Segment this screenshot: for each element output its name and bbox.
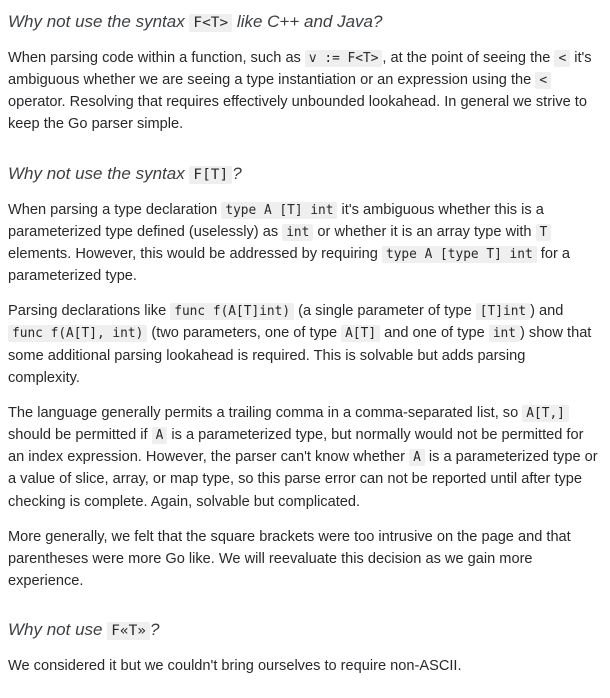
text-run: The language generally permits a trailing comma in a comma-separated list, so (8, 404, 523, 421)
text-run: Why not use the syntax (8, 163, 190, 183)
inline-code: T (536, 224, 552, 241)
text-run: When parsing a type declaration (8, 201, 222, 218)
inline-code: type A [type T] int (382, 246, 537, 263)
text-run: (a single parameter of type (294, 303, 476, 320)
inline-code: F[T] (189, 166, 232, 184)
inline-code: < (535, 72, 551, 89)
paragraph (8, 300, 600, 389)
inline-code: < (554, 50, 570, 67)
inline-code: A[T,] (522, 405, 569, 422)
text-run: When parsing code within a function, such as (8, 49, 305, 66)
text-run: elements. However, this would be addressed by requiring (8, 245, 382, 262)
section-heading (8, 163, 600, 186)
text-run: More generally, we felt that the square brackets were too intrusive on the page and that parentheses were more Go like. We will reevaluate this decision as we gain more experience. (8, 528, 571, 590)
inline-code: F<T> (189, 14, 232, 32)
text-run: it's ambiguous whether this is a parameterized type defined (uselessly) as (8, 201, 544, 240)
inline-code: func f(A[T], int) (8, 325, 147, 342)
inline-code: type A [T] int (221, 202, 337, 219)
text-run: for a parameterized type. (8, 245, 570, 285)
text-run: operator. Resolving that requires effectively unbounded lookahead. In general we strive to keep the Go parser simple. (8, 94, 587, 133)
text-run: is a parameterized type, but normally would not be permitted for an index expression. However, the parser can't know whether (8, 427, 584, 466)
text-run: ? (150, 620, 160, 640)
text-run: , at the point of seeing the (382, 49, 555, 66)
section-heading (8, 619, 600, 642)
text-run: ) and (530, 303, 564, 320)
paragraph (8, 655, 600, 677)
text-run: (two parameters, one of type (147, 325, 342, 342)
text-run: is a parameterized type or a value of slice, array, or map type, so this parse error can not be reported until after type checking is complete. Again, solvable but complicated. (8, 449, 598, 510)
inline-code: A[T] (341, 325, 380, 342)
inline-code: [T]int (476, 303, 530, 320)
inline-code: func f(A[T]int) (170, 303, 294, 320)
text-run: like C++ and Java? (232, 12, 383, 31)
paragraph (8, 526, 600, 593)
text-run: ? (232, 163, 242, 183)
inline-code: int (489, 325, 520, 342)
text-run: ) show that some additional parsing lookahead is required. This is solvable but adds parsing complexity. (8, 325, 592, 386)
paragraph (8, 47, 600, 136)
inline-code: v := F<T> (305, 50, 383, 67)
inline-code: F«T» (107, 622, 150, 640)
text-run: or whether it is an array type with (313, 223, 536, 240)
section-heading (8, 11, 600, 34)
inline-code: A (409, 449, 425, 466)
text-run: We considered it but we couldn't bring ourselves to require non-ASCII. (8, 658, 462, 675)
text-run: Why not use (8, 620, 108, 640)
text-run: Why not use the syntax (8, 12, 190, 31)
text-run: and one of type (380, 325, 489, 342)
text-run: should be permitted if (8, 427, 152, 444)
paragraph (8, 402, 600, 513)
paragraph (8, 199, 600, 288)
inline-code: A (152, 427, 168, 444)
text-run: Parsing declarations like (8, 303, 171, 320)
text-run: it's ambiguous whether we are seeing a type instantiation or an expression using the (8, 49, 592, 89)
inline-code: int (282, 224, 313, 241)
